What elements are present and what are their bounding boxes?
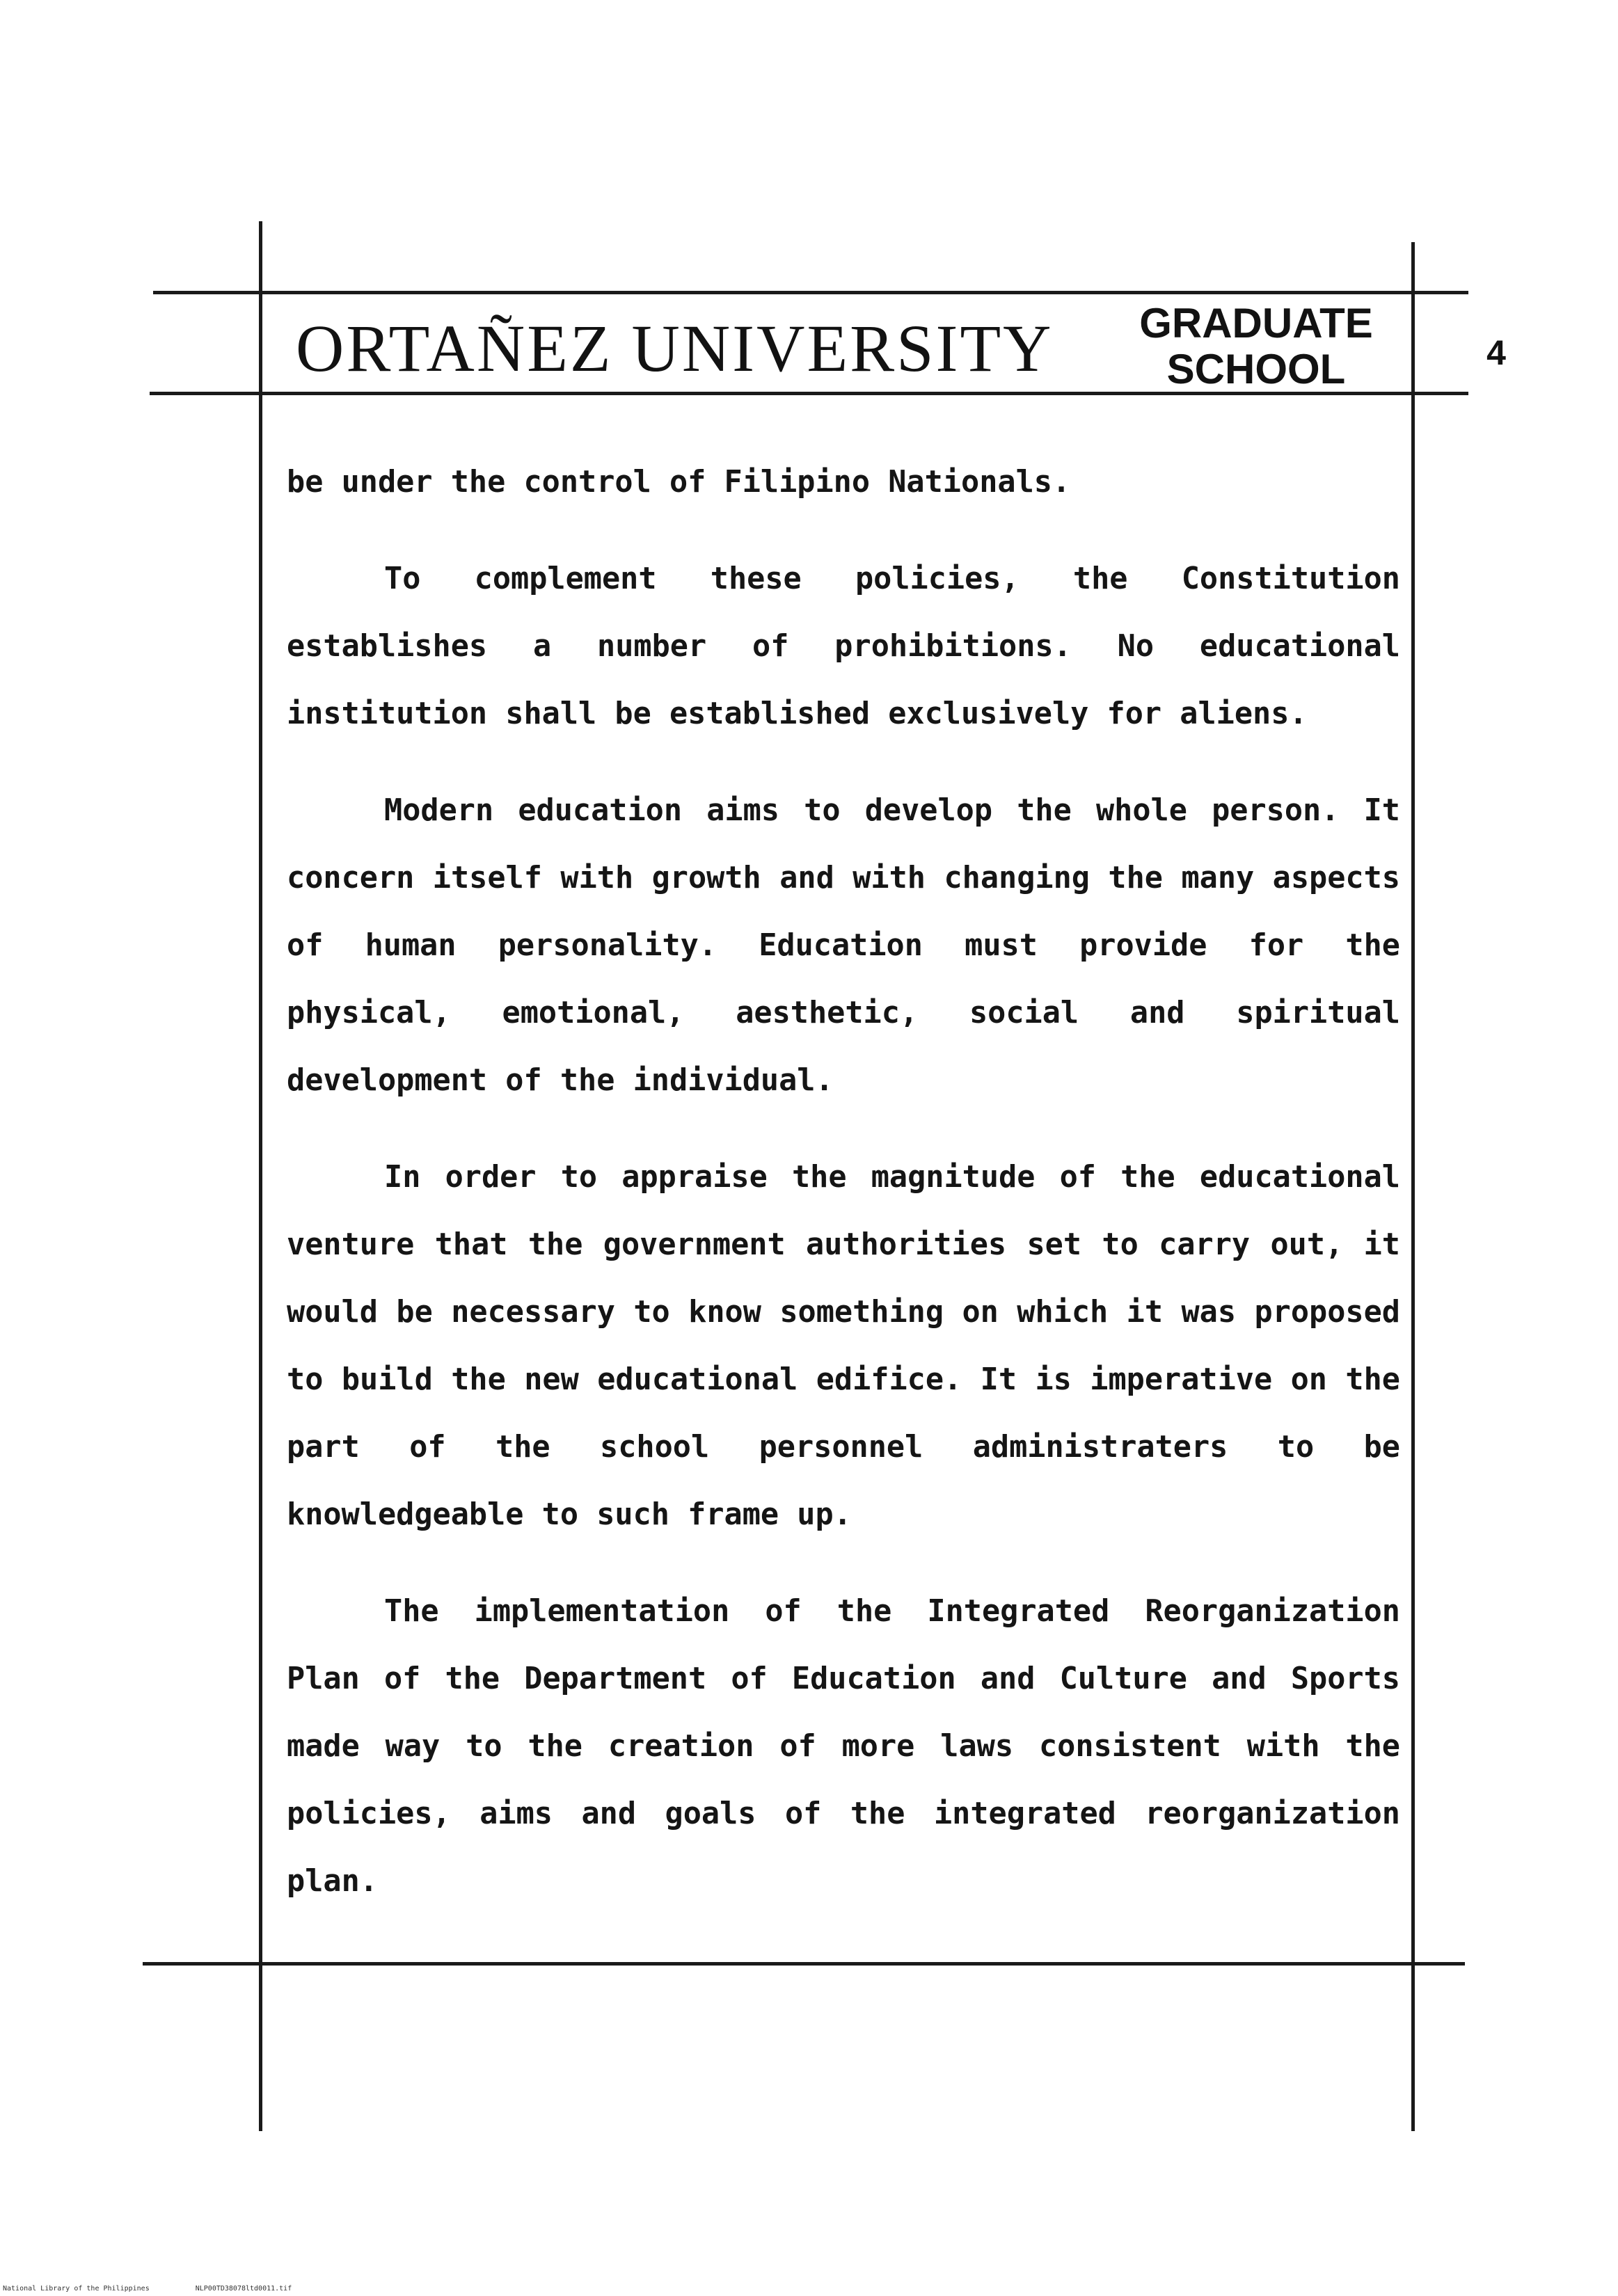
library-name: National Library of the Philippines [3,2285,150,2293]
header-top-rule [153,291,1468,294]
body-text [287,449,1400,1945]
right-margin-rule [1411,242,1415,2131]
school-name-line1: GRADUATE [1139,300,1373,346]
paragraph: The implementation of the Integrated Reorganization Plan of the Department of Education and Culture and Sports made way to the creation of more laws consistent with the policies, aims and goals of the integrated reorganization plan. [287,1594,1400,1899]
university-name: ORTAÑEZ UNIVERSITY [296,311,1054,385]
paragraph: Modern education aims to develop the whole person. It concern itself with growth and with changing the many aspects of human personality. Education must provide for the physical, emotional, aesthetic, social and spiritual development of the individual. [287,793,1400,1098]
paragraph: In order to appraise the magnitude of the educational venture that the government authorities set to carry out, it would be necessary to know something on which it was proposed to build the new educational edifice. It is imperative on the part of the school personnel administraters to be knowledgeable to such frame up. [287,1160,1400,1532]
file-reference: NLP00TD38078ltd0011.tif [195,2285,292,2293]
scan-caption [3,2285,333,2293]
left-margin-rule [259,221,262,2131]
paragraph: To complement these policies, the Constitution establishes a number of prohibitions. No educational institution shall be established exclusively for aliens. [287,561,1400,731]
paragraph: be under the control of Filipino Nationals. [287,465,1071,500]
page-number: 4 [1486,333,1506,372]
footer-rule [143,1962,1465,1966]
school-name-line2: SCHOOL [1166,346,1346,392]
school-name [1127,301,1385,392]
